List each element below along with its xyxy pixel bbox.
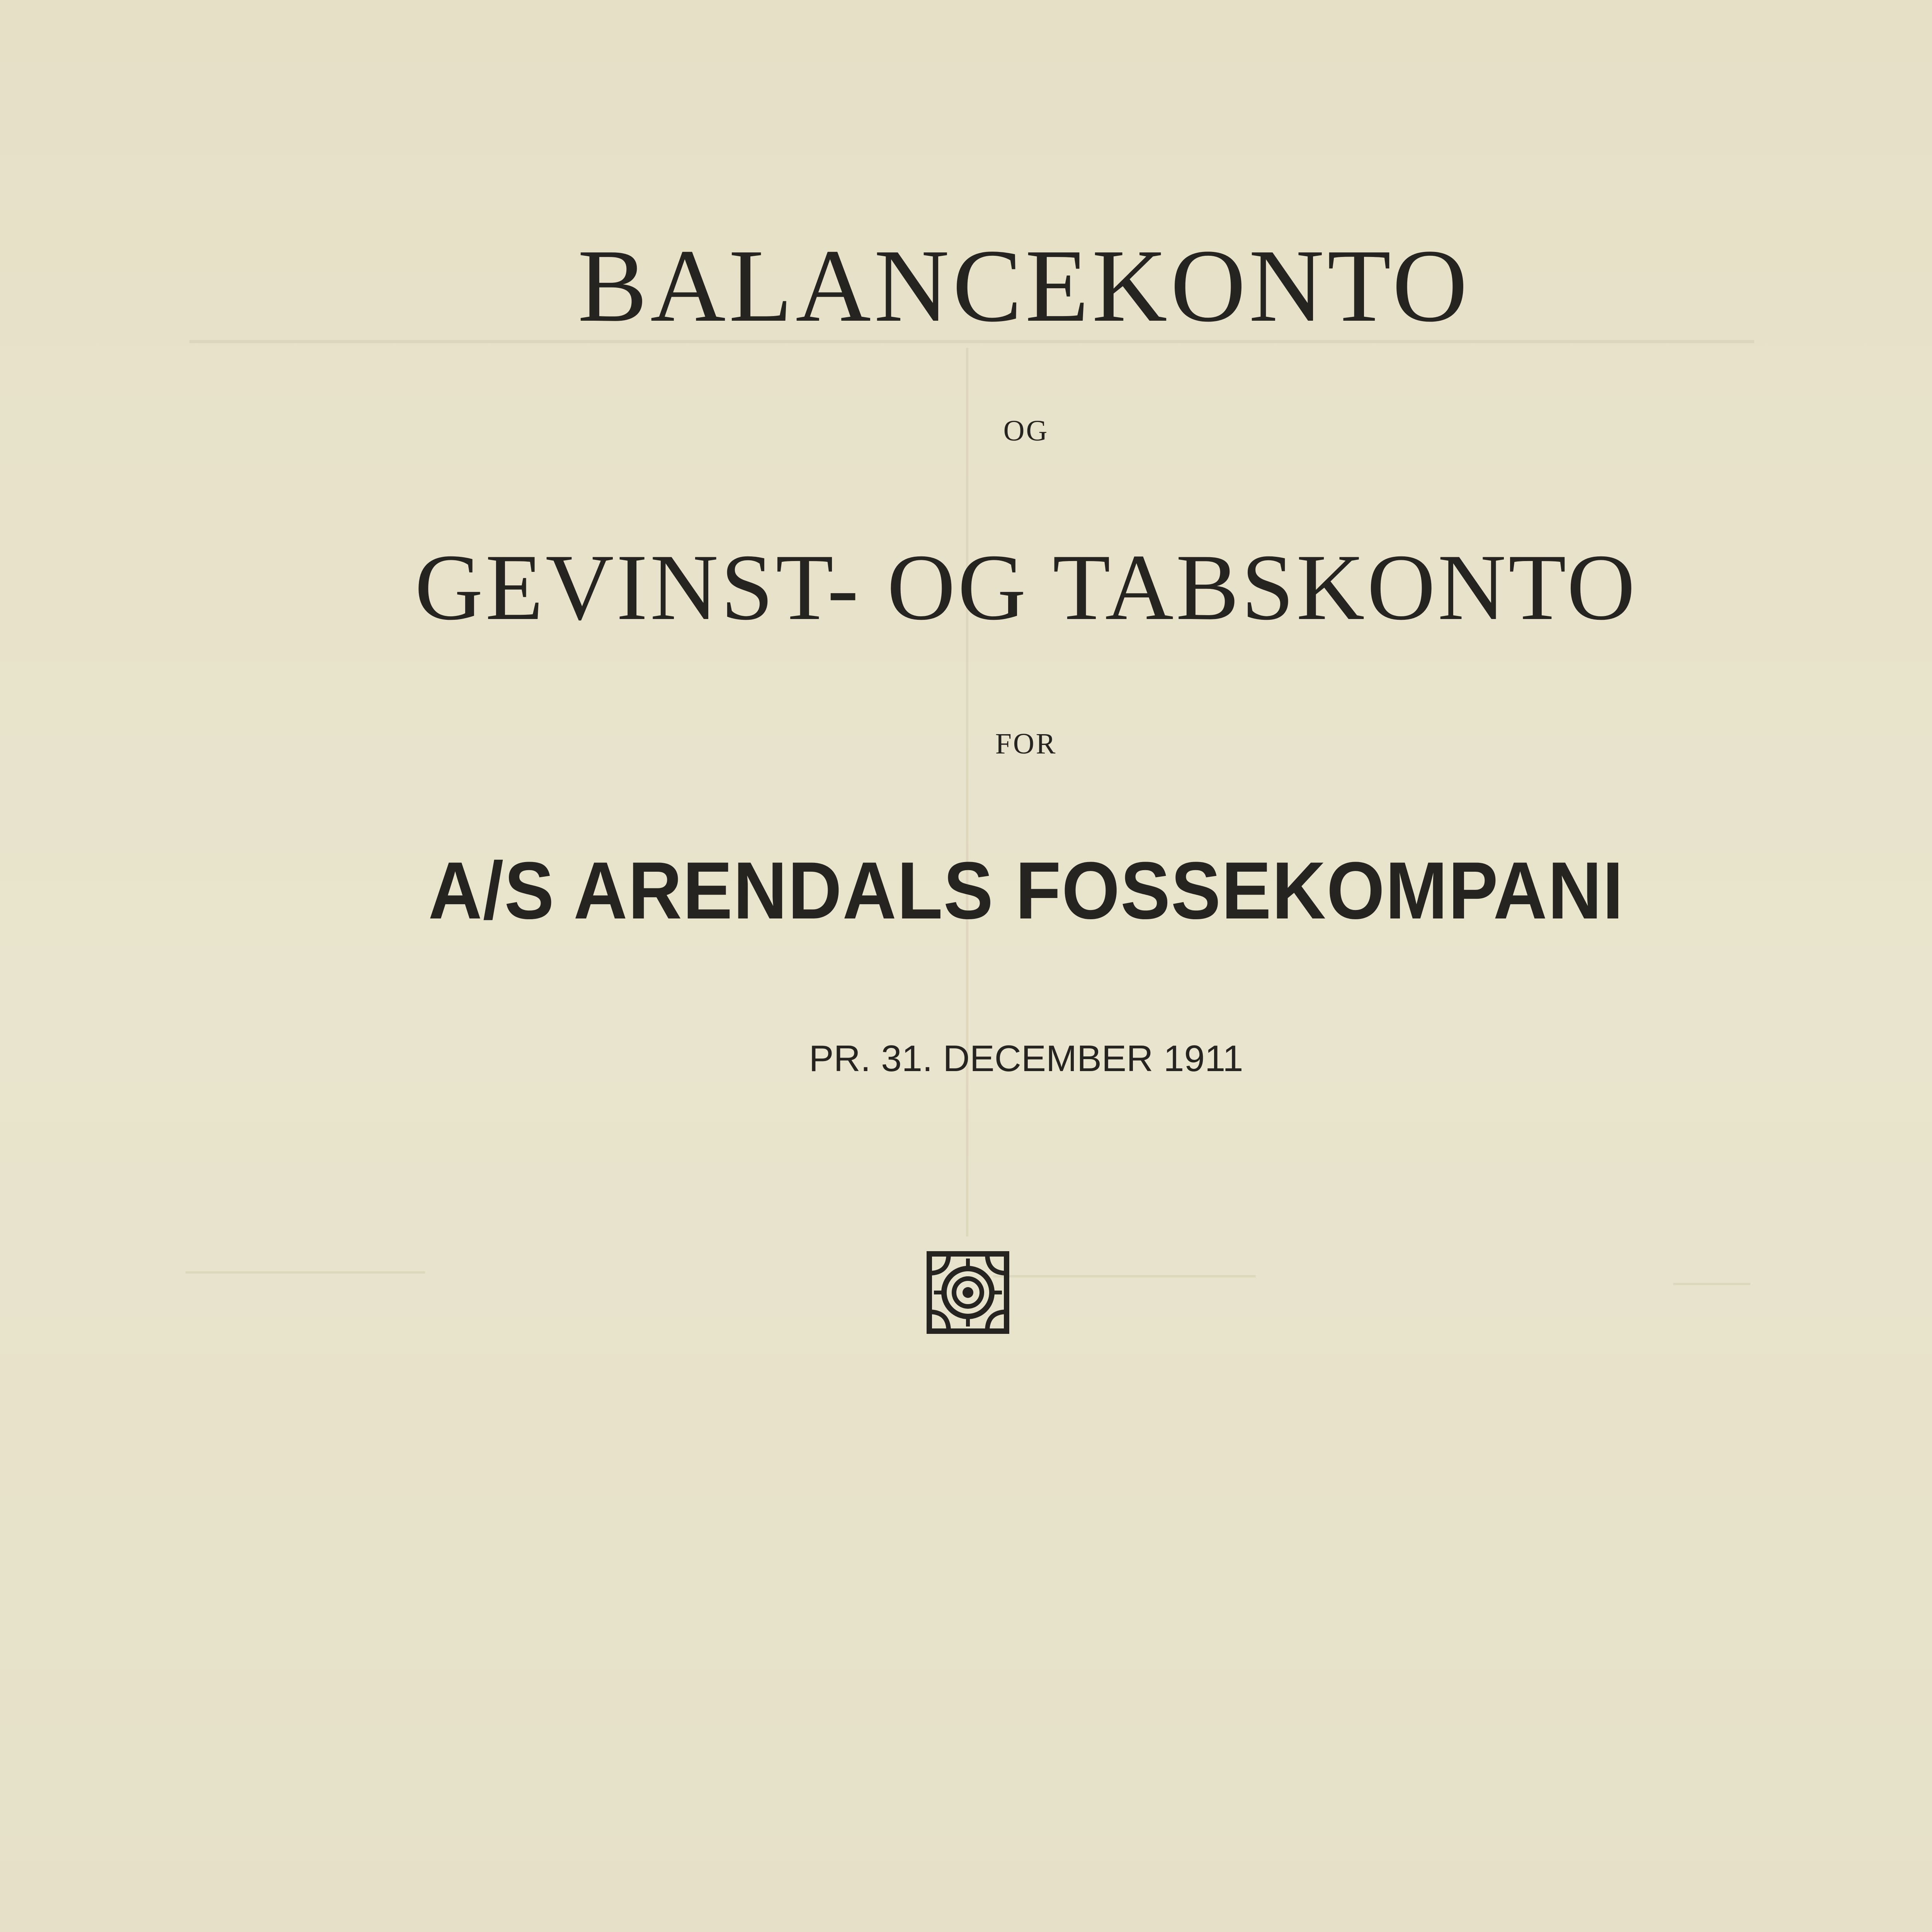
bleed-through-rule — [993, 1275, 1256, 1277]
bleed-through-rule — [185, 1271, 425, 1274]
company-name: A/S ARENDALS FOSSEKOMPANI — [428, 845, 1624, 936]
statement-date: PR. 31. DECEMBER 1911 — [809, 1038, 1243, 1079]
conjunction-og: OG — [1003, 415, 1049, 447]
document-title-balancekonto: BALANCEKONTO — [578, 228, 1471, 344]
document-title-gevinst-og-tabskonto: GEVINST- OG TABSKONTO — [415, 535, 1638, 639]
bleed-through-rule — [1673, 1283, 1750, 1285]
bleed-through-rule — [966, 348, 968, 1236]
conjunction-for: FOR — [995, 728, 1057, 760]
printer-ornament-icon — [925, 1250, 1010, 1335]
